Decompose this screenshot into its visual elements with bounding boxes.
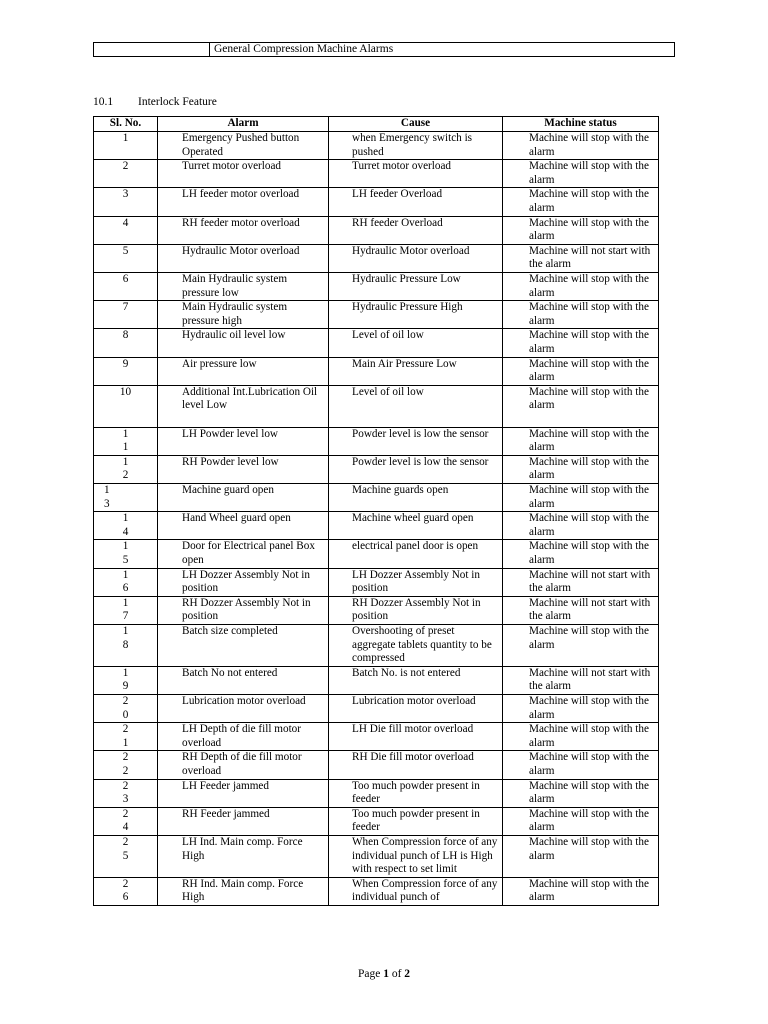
row-alarm: Batch size completed bbox=[158, 625, 329, 667]
row-sl-no bbox=[94, 723, 158, 751]
table-row bbox=[94, 877, 659, 905]
row-alarm: Hydraulic oil level low bbox=[158, 329, 329, 357]
row-machine-status: Machine will stop with the alarm bbox=[503, 385, 659, 427]
table-row bbox=[94, 625, 659, 667]
row-alarm: Lubrication motor overload bbox=[158, 694, 329, 722]
row-sl-no bbox=[94, 694, 158, 722]
sl-number-text: 1 1 bbox=[122, 427, 129, 454]
row-sl-no bbox=[94, 877, 158, 905]
sl-number-text: 1 5 bbox=[122, 540, 129, 567]
sl-number-text: 1 9 bbox=[122, 666, 129, 693]
sl-number-text: 9 bbox=[122, 357, 129, 370]
row-alarm: RH Feeder jammed bbox=[158, 807, 329, 835]
table-row bbox=[94, 244, 659, 272]
sl-number-text: 1 8 bbox=[122, 625, 129, 651]
row-cause: Machine wheel guard open bbox=[329, 512, 503, 540]
sl-number-text: 7 bbox=[122, 301, 129, 314]
sl-number-text: 1 3 bbox=[104, 484, 110, 510]
row-machine-status: Machine will stop with the alarm bbox=[503, 272, 659, 300]
row-machine-status: Machine will stop with the alarm bbox=[503, 188, 659, 216]
row-alarm: RH Depth of die fill motor overload bbox=[158, 751, 329, 779]
column-header-sl-no: Sl. No. bbox=[94, 117, 158, 132]
row-cause: Hydraulic Motor overload bbox=[329, 244, 503, 272]
row-cause: LH Dozzer Assembly Not in position bbox=[329, 568, 503, 596]
row-sl-no bbox=[94, 779, 158, 807]
table-row bbox=[94, 357, 659, 385]
row-alarm: Machine guard open bbox=[158, 484, 329, 512]
row-alarm: RH Dozzer Assembly Not in position bbox=[158, 596, 329, 624]
row-cause: Batch No. is not entered bbox=[329, 666, 503, 694]
table-row bbox=[94, 188, 659, 216]
row-cause: when Emergency switch is pushed bbox=[329, 132, 503, 160]
row-alarm: Main Hydraulic system pressure low bbox=[158, 272, 329, 300]
row-cause: Overshooting of preset aggregate tablets quantity to be compressed bbox=[329, 625, 503, 667]
row-sl-no bbox=[94, 329, 158, 357]
sl-number-text: 1 4 bbox=[122, 512, 129, 538]
row-alarm: Air pressure low bbox=[158, 357, 329, 385]
row-alarm: LH Feeder jammed bbox=[158, 779, 329, 807]
row-machine-status: Machine will stop with the alarm bbox=[503, 484, 659, 512]
section-heading bbox=[93, 96, 217, 109]
row-cause: electrical panel door is open bbox=[329, 540, 503, 568]
sl-number-text: 2 3 bbox=[122, 779, 129, 806]
row-machine-status: Machine will stop with the alarm bbox=[503, 455, 659, 483]
row-alarm: RH feeder motor overload bbox=[158, 216, 329, 244]
document-title: General Compression Machine Alarms bbox=[214, 43, 394, 55]
row-sl-no bbox=[94, 512, 158, 540]
row-sl-no bbox=[94, 807, 158, 835]
section-title: Interlock Feature bbox=[138, 96, 217, 108]
row-alarm: LH Dozzer Assembly Not in position bbox=[158, 568, 329, 596]
row-cause: Lubrication motor overload bbox=[329, 694, 503, 722]
row-sl-no bbox=[94, 427, 158, 455]
table-row bbox=[94, 455, 659, 483]
row-sl-no bbox=[94, 568, 158, 596]
row-sl-no bbox=[94, 596, 158, 624]
row-machine-status: Machine will stop with the alarm bbox=[503, 512, 659, 540]
table-row bbox=[94, 216, 659, 244]
sl-number-text: 8 bbox=[122, 329, 129, 342]
row-alarm: Emergency Pushed button Operated bbox=[158, 132, 329, 160]
column-header-machine-status: Machine status bbox=[503, 117, 659, 132]
row-sl-no bbox=[94, 160, 158, 188]
sl-number-text: 2 5 bbox=[122, 835, 129, 862]
row-sl-no bbox=[94, 132, 158, 160]
header-left-cell bbox=[94, 43, 210, 56]
row-sl-no bbox=[94, 272, 158, 300]
table-row bbox=[94, 568, 659, 596]
row-cause: Powder level is low the sensor bbox=[329, 427, 503, 455]
row-alarm: Hand Wheel guard open bbox=[158, 512, 329, 540]
row-machine-status: Machine will stop with the alarm bbox=[503, 835, 659, 877]
sl-number-text: 1 2 bbox=[122, 455, 129, 482]
row-sl-no bbox=[94, 357, 158, 385]
row-alarm: LH Ind. Main comp. Force High bbox=[158, 835, 329, 877]
row-sl-no bbox=[94, 385, 158, 427]
table-row bbox=[94, 160, 659, 188]
row-alarm: Batch No not entered bbox=[158, 666, 329, 694]
sl-number-text: 6 bbox=[122, 272, 129, 285]
row-cause: RH Dozzer Assembly Not in position bbox=[329, 596, 503, 624]
row-cause: Machine guards open bbox=[329, 484, 503, 512]
row-alarm: LH Powder level low bbox=[158, 427, 329, 455]
row-machine-status: Machine will not start with the alarm bbox=[503, 666, 659, 694]
sl-number-text: 10 bbox=[119, 385, 132, 398]
column-header-alarm: Alarm bbox=[158, 117, 329, 132]
row-machine-status: Machine will stop with the alarm bbox=[503, 132, 659, 160]
row-sl-no bbox=[94, 484, 158, 512]
sl-number-text: 2 0 bbox=[122, 694, 129, 721]
row-sl-no bbox=[94, 625, 158, 667]
row-machine-status: Machine will not start with the alarm bbox=[503, 568, 659, 596]
row-cause: Level of oil low bbox=[329, 385, 503, 427]
alarms-table-body bbox=[94, 132, 659, 906]
row-sl-no bbox=[94, 751, 158, 779]
row-alarm: Additional Int.Lubrication Oil level Low bbox=[158, 385, 329, 427]
row-machine-status: Machine will stop with the alarm bbox=[503, 216, 659, 244]
row-alarm: Main Hydraulic system pressure high bbox=[158, 301, 329, 329]
row-sl-no bbox=[94, 455, 158, 483]
row-sl-no bbox=[94, 666, 158, 694]
sl-number-text: 5 bbox=[122, 244, 129, 257]
sl-number-text: 2 6 bbox=[122, 877, 129, 904]
row-cause: Too much powder present in feeder bbox=[329, 779, 503, 807]
row-alarm: Turret motor overload bbox=[158, 160, 329, 188]
row-sl-no bbox=[94, 301, 158, 329]
row-machine-status: Machine will stop with the alarm bbox=[503, 751, 659, 779]
row-machine-status: Machine will stop with the alarm bbox=[503, 160, 659, 188]
row-sl-no bbox=[94, 244, 158, 272]
table-row bbox=[94, 596, 659, 624]
sl-number-text: 3 bbox=[122, 188, 129, 201]
row-machine-status: Machine will stop with the alarm bbox=[503, 877, 659, 905]
page-number: 1 bbox=[383, 968, 389, 980]
table-row bbox=[94, 723, 659, 751]
row-sl-no bbox=[94, 540, 158, 568]
table-row bbox=[94, 835, 659, 877]
table-row bbox=[94, 751, 659, 779]
row-alarm: Hydraulic Motor overload bbox=[158, 244, 329, 272]
row-machine-status: Machine will stop with the alarm bbox=[503, 357, 659, 385]
page-label: Page bbox=[357, 968, 381, 980]
column-header-cause: Cause bbox=[329, 117, 503, 132]
sl-number-text: 2 4 bbox=[122, 807, 129, 834]
row-machine-status: Machine will not start with the alarm bbox=[503, 596, 659, 624]
table-row bbox=[94, 385, 659, 427]
alarms-table bbox=[93, 116, 659, 906]
sl-number-text: 4 bbox=[122, 216, 129, 229]
sl-number-text: 2 2 bbox=[122, 751, 129, 777]
row-sl-no bbox=[94, 835, 158, 877]
row-machine-status: Machine will stop with the alarm bbox=[503, 329, 659, 357]
table-row bbox=[94, 540, 659, 568]
page-of-label: of bbox=[391, 968, 402, 980]
row-machine-status: Machine will stop with the alarm bbox=[503, 807, 659, 835]
table-row bbox=[94, 779, 659, 807]
row-cause: When Compression force of any individual punch of bbox=[329, 877, 503, 905]
table-row bbox=[94, 329, 659, 357]
row-cause: LH feeder Overload bbox=[329, 188, 503, 216]
table-row bbox=[94, 666, 659, 694]
row-cause: Main Air Pressure Low bbox=[329, 357, 503, 385]
sl-number-text: 2 1 bbox=[122, 723, 129, 749]
row-alarm: LH feeder motor overload bbox=[158, 188, 329, 216]
row-cause: Turret motor overload bbox=[329, 160, 503, 188]
sl-number-text: 1 7 bbox=[122, 596, 129, 623]
table-row bbox=[94, 272, 659, 300]
row-cause: Powder level is low the sensor bbox=[329, 455, 503, 483]
table-row bbox=[94, 484, 659, 512]
table-row bbox=[94, 807, 659, 835]
row-cause: Too much powder present in feeder bbox=[329, 807, 503, 835]
row-machine-status: Machine will stop with the alarm bbox=[503, 723, 659, 751]
sl-number-text: 2 bbox=[122, 160, 129, 173]
table-row bbox=[94, 132, 659, 160]
sl-number-text: 1 6 bbox=[122, 568, 129, 595]
table-row bbox=[94, 694, 659, 722]
row-alarm: Door for Electrical panel Box open bbox=[158, 540, 329, 568]
row-cause: RH feeder Overload bbox=[329, 216, 503, 244]
row-cause: Hydraulic Pressure High bbox=[329, 301, 503, 329]
section-number: 10.1 bbox=[93, 96, 114, 108]
row-machine-status: Machine will stop with the alarm bbox=[503, 694, 659, 722]
row-machine-status: Machine will stop with the alarm bbox=[503, 301, 659, 329]
row-cause: RH Die fill motor overload bbox=[329, 751, 503, 779]
table-row bbox=[94, 512, 659, 540]
document-header bbox=[93, 42, 675, 57]
row-machine-status: Machine will stop with the alarm bbox=[503, 427, 659, 455]
row-machine-status: Machine will stop with the alarm bbox=[503, 540, 659, 568]
row-machine-status: Machine will stop with the alarm bbox=[503, 625, 659, 667]
page-total: 2 bbox=[404, 968, 411, 980]
row-machine-status: Machine will stop with the alarm bbox=[503, 779, 659, 807]
row-cause: LH Die fill motor overload bbox=[329, 723, 503, 751]
row-sl-no bbox=[94, 188, 158, 216]
row-cause: Hydraulic Pressure Low bbox=[329, 272, 503, 300]
page-footer bbox=[0, 968, 768, 980]
row-alarm: RH Ind. Main comp. Force High bbox=[158, 877, 329, 905]
row-alarm: RH Powder level low bbox=[158, 455, 329, 483]
row-machine-status: Machine will not start with the alarm bbox=[503, 244, 659, 272]
table-row bbox=[94, 427, 659, 455]
row-sl-no bbox=[94, 216, 158, 244]
row-cause: When Compression force of any individual punch of LH is High with respect to set limit bbox=[329, 835, 503, 877]
row-cause: Level of oil low bbox=[329, 329, 503, 357]
sl-number-text: 1 bbox=[122, 132, 129, 144]
table-row bbox=[94, 301, 659, 329]
table-header-row bbox=[94, 117, 659, 132]
row-alarm: LH Depth of die fill motor overload bbox=[158, 723, 329, 751]
